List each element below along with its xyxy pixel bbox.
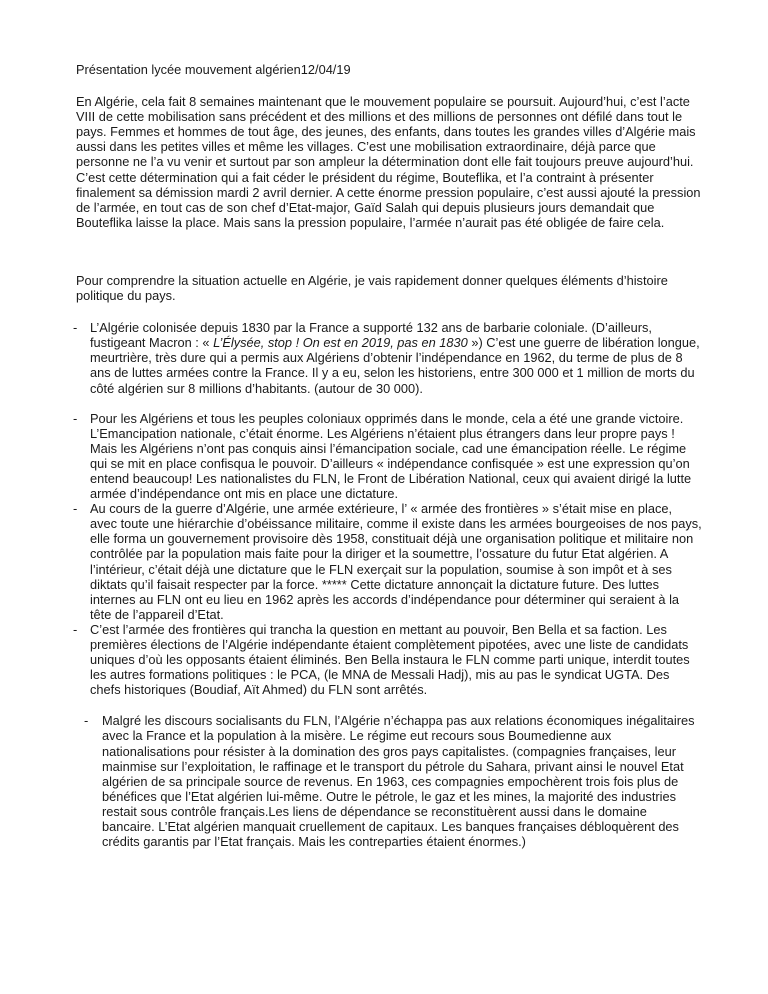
list-item-text: C’est l’armée des frontières qui trancha la question en mettant au pouvoir, Ben Bella et sa faction. Les premières élections de l’Algérie indépendante étaient complètement pipotées, avec une liste de candidats uniques d’où les opposants étaient éliminés. Ben Bella instaura le FLN comme parti unique, interdit toutes les autres formations politiques : le PCA, (le MNA de Messali Hadj), mis au pas le syndicat UGTA. Des chefs historiques (Boudiaf, Aït Ahmed) du FLN sont arrêtés.: [90, 621, 690, 698]
spacer: [76, 230, 702, 273]
list-item-text: Pour les Algériens et tous les peuples coloniaux opprimés dans le monde, cela a été une grande victoire. L’Emancipation nationale, c’était énorme. Les Algériens n’étaient plus étrangers dans leur propre pays ! Mais les Algériens n’ont pas conquis ainsi l’émancipation sociale, cad une émancipation réelle. Le régime qui se mit en place confisqua le pouvoir. D’ailleurs « indépendance confisquée » est une expression qu’on entend beaucoup! Les nationalistes du FLN, le Front de Libération National, ceux qui avaient dirigé la lutte armée d’indépendance ont mis en place une dictature.: [90, 410, 692, 502]
list-item-text-part: L’Algérie colonisée depuis 1830 par la France a supporté 132 ans de barbarie coloniale. (D’ailleurs, fustigeant Macron : «: [90, 320, 652, 351]
paragraph-resignation: C’est cette détermination qui a fait céder le président du régime, Bouteflika, et l’a contraint à présenter finalement sa démission mardi 2 avril dernier. A cette énorme pression populaire, c’est aussi ajouté la pression de l’armée, en tout cas de son chef d’Etat-major, Gaïd Salah qui depuis plusieurs jours demandait que Bouteflika laisse la place. Mais sans la pression populaire, l’armée n’aurait pas été obligée de faire cela.: [76, 169, 701, 230]
list-dash: -: [73, 501, 78, 517]
paragraph-intro: En Algérie, cela fait 8 semaines maintenant que le mouvement populaire se poursuit. Aujourd’hui, c’est l’acte VIII de cette mobilisation sans précédent et des millions et des millions de personnes ont défilé dans tout le pays. Femmes et hommes de tout âge, des jeunes, des enfants, dans toutes les grandes villes d’Algérie mais aussi dans les petites villes et même les villages. C’est une mobilisation extraordinaire, déjà parce que personne ne l’a vu venir et surtout par son ampleur la détermination dont elle fait toujours preuve aujourd’hui.: [76, 94, 696, 170]
list-item-text: Au cours de la guerre d’Algérie, une armée extérieure, l’ « armée des frontières » s’était mise en place, avec toute une hiérarchie d’obéissance militaire, comme il existe dans les armées bourgeoises de nos pays, elle forma un gouvernement provisoire dès 1958, constituait déjà une organisation politique et militaire non contrôlée par la population mais faite pour la diriger et la soumettre, l’ossature du futur Etat algérien. A l’intérieur, c’était déjà une dictature que le FLN exerçait sur la population, soumise à son impôt et à ses diktats qu’il faisait respecter par la force. ***** Cette dictature annonçait la dictature future. Des luttes internes au FLN ont eu lieu en 1962 après les accords d’indépendance pour déterminer qui seraient à la tête de l’appareil d’Etat.: [90, 501, 702, 622]
list-item-text: [90, 320, 702, 395]
list-item-border-army: [73, 501, 702, 622]
list-dash: -: [73, 621, 78, 637]
list-item-text-part: ») C’est une guerre de libération longue, meurtrière, très dure qui a permis aux Algériens d’obtenir l’indépendance en 1962, du terme de plus de 8 ans de luttes armées contre la France. Il y a eu, selon les historiens, entre 300 000 et 1 million de morts du côté algérien sur 8 millions d’habitants. (autour de 30 000).: [90, 335, 700, 396]
macron-quote: L’Élysée, stop ! On est en 2019, pas en 1830: [213, 335, 468, 351]
paragraph-history-intro: Pour comprendre la situation actuelle en Algérie, je vais rapidement donner quelques éléments d’histoire politique du pays.: [76, 272, 668, 304]
list-item-text: Malgré les discours socialisants du FLN, l’Algérie n’échappa pas aux relations économiques inégalitaires avec la France et la population à la misère. Le régime eut recours sous Boumedienne aux nationalisations pour résister à la domination des gros pays capitalistes. (compagnies françaises, leur mainmise sur l’exploitation, le raffinage et le transport du pétrole du Sahara, privant ainsi le nouvel Etat algérien de sa principale source de revenus. En 1963, ces compagnies empochèrent trois fois plus de bénéfices que l’Etat algérien lui-même. Outre le pétrole, le gaz et les mines, la majorité des industries restait sous contrôle français.Les liens de dépendance se reconstituèrent aussi dans le domaine bancaire. L’Etat algérien manquait cruellement de capitaux. Les banques françaises débloquèrent des crédits garantis par l’Etat français. Mais les contreparties étaient énormes.): [102, 713, 695, 850]
list-dash: -: [73, 410, 78, 426]
list-item-colonization: [73, 320, 702, 396]
list-item-independence: [73, 410, 702, 502]
list-item-ben-bella: [73, 621, 702, 698]
list-dash: -: [73, 320, 78, 336]
document-page: [73, 62, 702, 850]
document-title: Présentation lycée mouvement algérien12/04/19: [76, 62, 351, 77]
list-item-economy: [76, 713, 702, 849]
list-dash: -: [84, 713, 89, 729]
